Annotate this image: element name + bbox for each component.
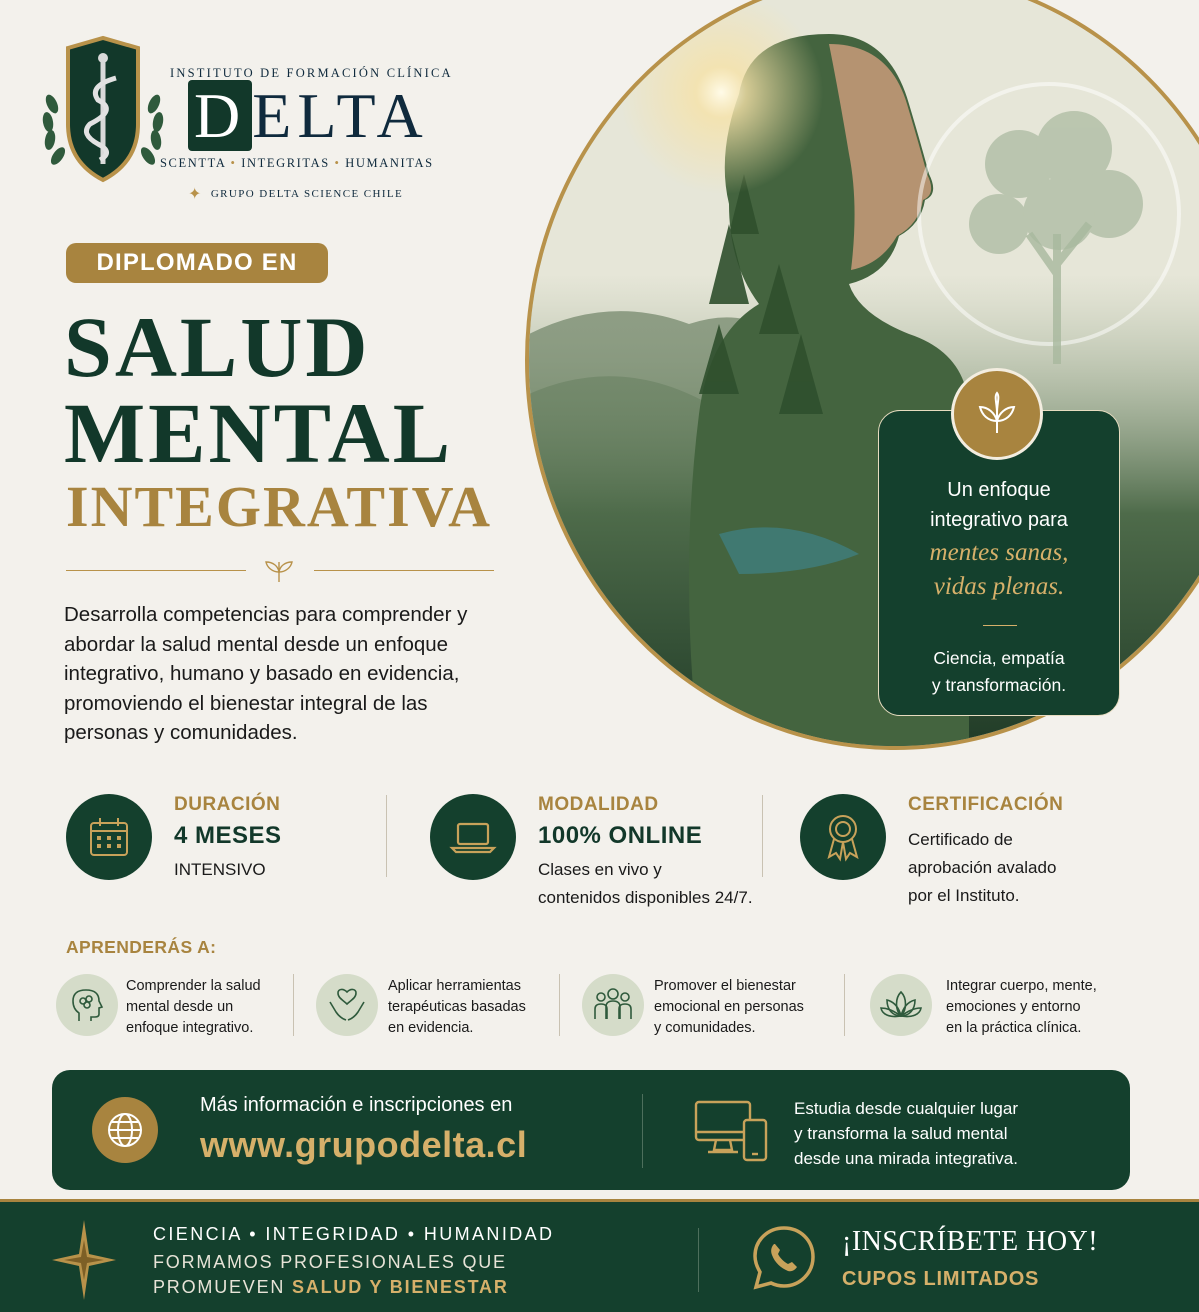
title-line-1: SALUD [64, 299, 371, 395]
footer-values: CIENCIA • INTEGRIDAD • HUMANIDAD [153, 1224, 555, 1244]
laptop-icon [430, 794, 516, 880]
learn-text-line: en evidencia. [388, 1020, 474, 1036]
compass-star-icon [52, 1220, 116, 1300]
info-banner [52, 1070, 1130, 1190]
learn-text-line: terapéuticas basadas [388, 999, 526, 1015]
footer-tagline-2 [153, 1277, 509, 1298]
program-type-badge: DIPLOMADO EN [66, 243, 328, 283]
calendar-icon [66, 794, 152, 880]
devices-icon [692, 1096, 772, 1166]
title-line-3: INTEGRATIVA [66, 474, 492, 539]
feature-separator [386, 795, 387, 877]
quote-intro-line-2: integrativo para [930, 509, 1068, 531]
feature-heading: CERTIFICACIÓN [908, 794, 1064, 815]
learn-separator [293, 974, 294, 1036]
leaf-ornament-icon [262, 558, 296, 584]
study-anywhere-line: desde una mirada integrativa. [794, 1149, 1018, 1168]
learn-text-line: Comprender la salud [126, 978, 261, 994]
banner-separator [642, 1094, 643, 1168]
learn-text-line: en la práctica clínica. [946, 1020, 1082, 1036]
quote-highlight-line-2: vidas plenas. [933, 573, 1065, 600]
motto-word-3: HUMANITAS [345, 156, 434, 170]
feature-subtext-line-1: Clases en vivo y [538, 860, 662, 879]
compass-star-icon: ✦ [188, 186, 203, 203]
info-label: Más información e inscripciones en [200, 1094, 513, 1116]
quote-divider [983, 625, 1017, 626]
footer-tagline-text: PROMUEVEN [153, 1277, 286, 1297]
footer-tagline-highlight: SALUD Y BIENESTAR [292, 1277, 509, 1297]
learn-item [56, 974, 286, 1044]
whatsapp-icon[interactable] [750, 1224, 818, 1292]
quote-highlight [879, 536, 1119, 604]
footer-tagline-1: FORMAMOS PROFESIONALES QUE [153, 1252, 507, 1272]
brand-rest: ELTA [252, 80, 429, 151]
head-brain-icon [56, 974, 118, 1036]
feature-modality [430, 790, 760, 910]
caduceus-shield-icon [38, 34, 168, 184]
feature-separator [762, 795, 763, 877]
lotus-icon [870, 974, 932, 1036]
study-anywhere-line: y transforma la salud mental [794, 1124, 1008, 1143]
learn-separator [559, 974, 560, 1036]
learn-item [582, 974, 832, 1044]
website-link[interactable]: www.grupodelta.cl [200, 1124, 528, 1165]
program-description: Desarrolla competencias para comprender y abordar la salud mental desde un enfoque integrativo, humano y basado en evidencia, promoviendo el bienestar integral de las personas y comunidades. [64, 603, 468, 744]
quote-highlight-line-1: mentes sanas, [929, 539, 1069, 566]
learn-text-line: y comunidades. [654, 1020, 756, 1036]
learn-text [388, 976, 526, 1039]
learn-text-line: enfoque integrativo. [126, 1020, 254, 1036]
feature-subtext-line-3: por el Instituto. [908, 886, 1020, 905]
learn-text-line: emocional en personas [654, 999, 804, 1015]
learn-text-line: Integrar cuerpo, mente, [946, 978, 1097, 994]
brand-name [188, 80, 429, 151]
quote-values [879, 645, 1119, 699]
learn-separator [844, 974, 845, 1036]
study-anywhere-text [794, 1096, 1018, 1171]
footer [0, 1199, 1199, 1312]
feature-duration [66, 790, 366, 910]
brand-group [188, 184, 403, 204]
title-divider [66, 560, 494, 582]
limited-seats-label: CUPOS LIMITADOS [842, 1268, 1040, 1290]
feature-value: 100% ONLINE [538, 822, 703, 849]
learn-text [654, 976, 804, 1039]
people-group-icon [582, 974, 644, 1036]
feature-subtext-line-2: contenidos disponibles 24/7. [538, 888, 753, 907]
hands-heart-icon [316, 974, 378, 1036]
study-anywhere-line: Estudia desde cualquier lugar [794, 1099, 1018, 1118]
feature-heading: MODALIDAD [538, 794, 659, 815]
brand-motto: SCENTTA • INTEGRITAS • HUMANITAS [160, 156, 434, 170]
learn-text [126, 976, 261, 1039]
globe-icon [92, 1097, 158, 1163]
feature-subtext-line-2: aprobación avalado [908, 858, 1057, 877]
learn-heading: APRENDERÁS A: [66, 937, 217, 957]
title-line-2: MENTAL [64, 385, 454, 481]
group-label: GRUPO DELTA SCIENCE CHILE [210, 188, 404, 200]
quote-intro-line-1: Un enfoque [947, 479, 1051, 501]
footer-separator [698, 1228, 699, 1292]
learn-item [316, 974, 546, 1044]
award-ribbon-icon [800, 794, 886, 880]
learn-text [946, 976, 1097, 1039]
feature-heading: DURACIÓN [174, 794, 281, 815]
institute-label: INSTITUTO DE FORMACIÓN CLÍNICA [170, 66, 453, 80]
feature-subtext: INTENSIVO [174, 860, 266, 879]
learn-text-line: Promover el bienestar [654, 978, 796, 994]
learn-text-line: Aplicar herramientas [388, 978, 521, 994]
institute-logo [38, 34, 478, 214]
motto-word-2: INTEGRITAS [241, 156, 330, 170]
signup-cta[interactable]: ¡INSCRÍBETE HOY! [842, 1226, 1099, 1257]
feature-subtext-line-1: Certificado de [908, 830, 1013, 849]
quote-values-line-1: Ciencia, empatía [933, 648, 1065, 668]
quote-intro [879, 475, 1119, 535]
feature-value: 4 MESES [174, 822, 282, 849]
sprout-icon [951, 368, 1043, 460]
motto-word-1: SCENTTA [160, 156, 226, 170]
feature-certification [800, 790, 1130, 910]
learn-text-line: mental desde un [126, 999, 234, 1015]
learn-item [870, 974, 1130, 1044]
learn-text-line: emociones y entorno [946, 999, 1081, 1015]
brand-initial: D [188, 80, 252, 151]
quote-values-line-2: y transformación. [931, 675, 1067, 695]
